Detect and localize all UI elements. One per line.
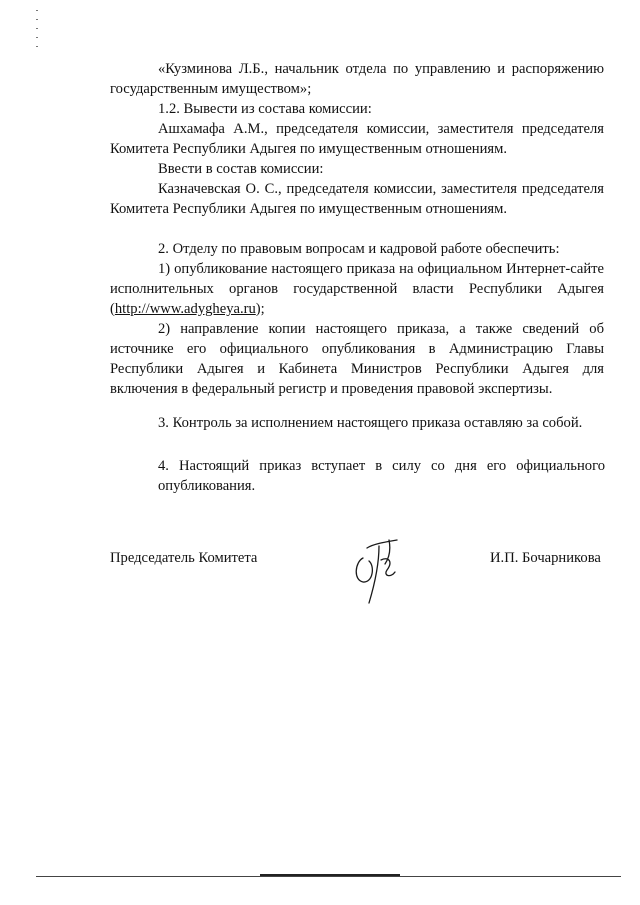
handwritten-signature [345,528,405,608]
item-3-control: 3. Контроль за исполнением настоящего приказа оставляю за собой. [158,415,583,431]
paragraph-ashkhamafa: Ашхамафа А.М., председателя комиссии, заместителя председателя Комитета Республики Адыгея по имущественным отношениям. [110,121,604,157]
paragraph-kaznachevskaya: Казначевская О. С., председателя комиссии, заместителя председателя Комитета Республики Адыгея по имущественным отношениям. [110,181,604,217]
item-2-1-end: ); [255,301,265,317]
signatory-position: Председатель Комитета [110,550,258,566]
signatory-name: И.П. Бочарникова [490,550,601,566]
item-2-2-copy: 2) направление копии настоящего приказа, а также сведений об источнике его официального опубликования в Администрацию Главы Республики Адыгея и Кабинета Министров Республики Адыгея для включения в федеральный регистр и проведения правовой экспертизы. [110,321,604,397]
paragraph-kuzminova: «Кузминова Л.Б., начальник отдела по управлению и распоряжению государственным имуществом»; [110,61,604,97]
item-4-effect: 4. Настоящий приказ вступает в силу со дня его официального опубликования. [158,458,605,494]
bottom-scan-line-thick [260,874,400,876]
item-2-heading: 2. Отделу по правовым вопросам и кадровой работе обеспечить: [158,241,560,257]
item-2-1-publication [110,259,604,319]
paragraph-remove-heading: 1.2. Вывести из состава комиссии: [158,101,372,117]
margin-marks [36,10,39,55]
paragraph-add-heading: Ввести в состав комиссии: [158,161,324,177]
item-2-1-text: 1) опубликование настоящего приказа на официальном Интернет-сайте исполнительных органов государственной власти Республики Адыгея ( [110,261,604,317]
bottom-scan-line [36,876,621,877]
site-link[interactable]: http://www.adygheya.ru [114,301,256,317]
